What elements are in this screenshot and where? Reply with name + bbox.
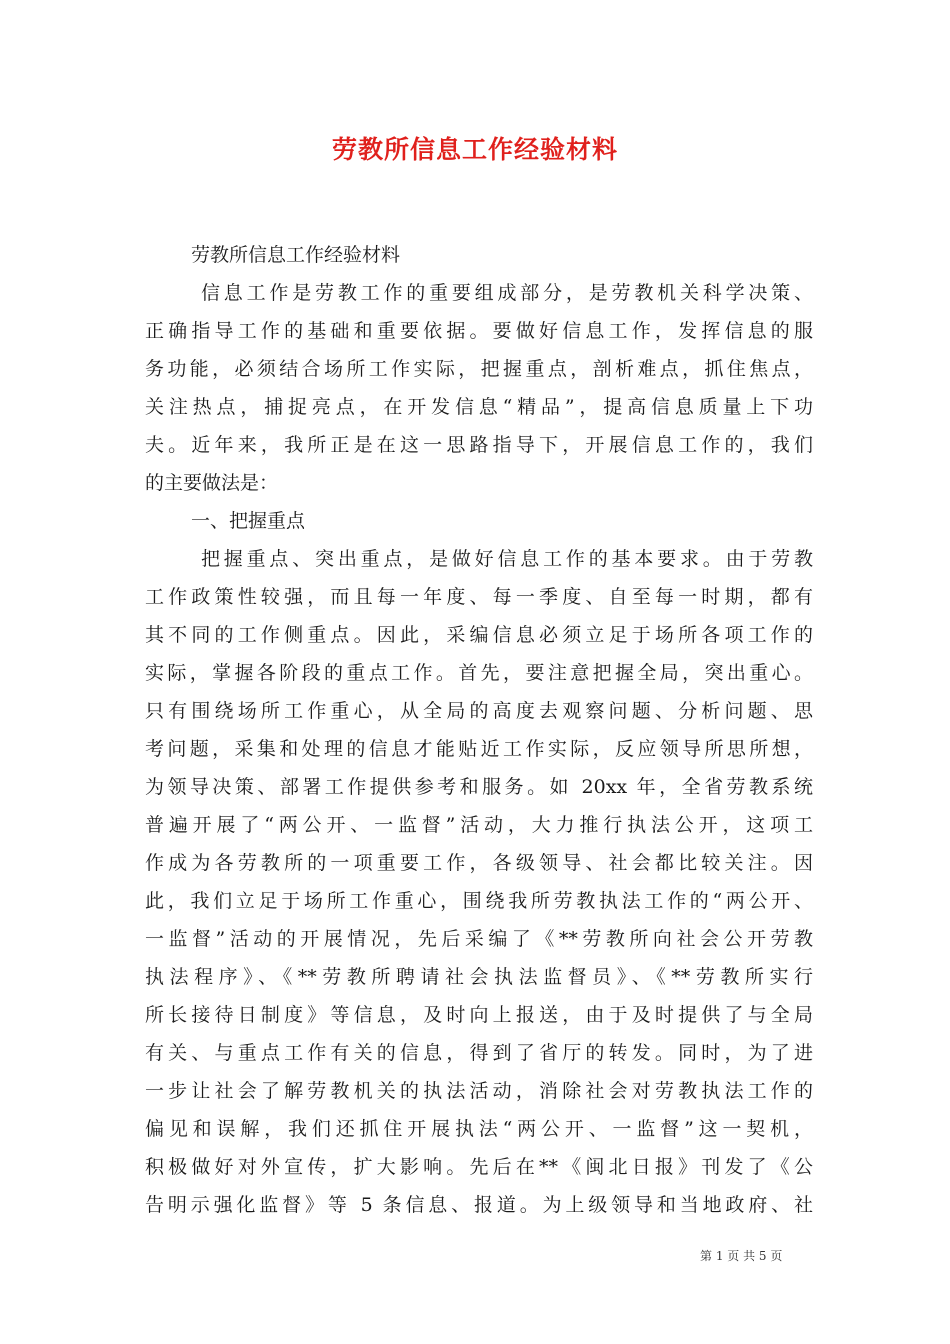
- paragraph-line: 实际，掌握各阶段的重点工作。首先，要注意把握全局，突出重心。: [145, 662, 813, 684]
- paragraph-line: 只有围绕场所工作重心，从全局的高度去观察问题、分析问题、思: [145, 700, 813, 722]
- paragraph-line: 告明示强化监督》等 5 条信息、报道。为上级领导和当地政府、社: [145, 1194, 813, 1216]
- paragraph-line: 正确指导工作的基础和重要依据。要做好信息工作，发挥信息的服: [145, 320, 813, 342]
- paragraph-line: 普遍开展了“两公开、一监督”活动，大力推行执法公开，这项工: [145, 814, 813, 836]
- paragraph-line: 有关、与重点工作有关的信息，得到了省厅的转发。同时，为了进: [145, 1042, 813, 1064]
- document-title: 劳教所信息工作经验材料: [331, 135, 618, 164]
- section-heading-line: 一、把握重点: [191, 510, 306, 532]
- paragraph-line: 其不同的工作侧重点。因此，采编信息必须立足于场所各项工作的: [145, 624, 813, 646]
- paragraph-line: 关注热点，捕捉亮点，在开发信息“精品”，提高信息质量上下功: [145, 396, 813, 418]
- paragraph-line: 作成为各劳教所的一项重要工作，各级领导、社会都比较关注。因: [145, 852, 813, 874]
- paragraph-line: 工作政策性较强，而且每一年度、每一季度、自至每一时期，都有: [145, 586, 813, 608]
- paragraph-line: 一步让社会了解劳教机关的执法活动，消除社会对劳教执法工作的: [145, 1080, 813, 1102]
- paragraph-line: 务功能，必须结合场所工作实际，把握重点，剖析难点，抓住焦点，: [145, 358, 813, 380]
- paragraph-line: 信息工作是劳教工作的重要组成部分，是劳教机关科学决策、: [201, 282, 813, 304]
- paragraph-line: 一监督”活动的开展情况，先后采编了《**劳教所向社会公开劳教: [145, 928, 813, 950]
- document-body: [145, 236, 813, 1224]
- paragraph-line: 的主要做法是：: [145, 472, 279, 494]
- paragraph-line: 考问题，采集和处理的信息才能贴近工作实际，反应领导所思所想，: [145, 738, 813, 760]
- paragraph-line: 积极做好对外宣传，扩大影响。先后在**《闽北日报》刊发了《公: [145, 1156, 813, 1178]
- paragraph-line: 为领导决策、部署工作提供参考和服务。如 20xx 年，全省劳教系统: [145, 776, 813, 798]
- paragraph-line: 所长接待日制度》等信息，及时向上报送，由于及时提供了与全局: [145, 1004, 813, 1026]
- paragraph-line: 此，我们立足于场所工作重心，围绕我所劳教执法工作的“两公开、: [145, 890, 813, 912]
- paragraph-line: 把握重点、突出重点，是做好信息工作的基本要求。由于劳教: [201, 548, 813, 570]
- section-heading-line: 劳教所信息工作经验材料: [191, 244, 401, 266]
- paragraph-line: 夫。近年来，我所正是在这一思路指导下，开展信息工作的，我们: [145, 434, 813, 456]
- paragraph-line: 执法程序》、《**劳教所聘请社会执法监督员》、《**劳教所实行: [145, 966, 813, 988]
- page-number: 第 1 页 共 5 页: [700, 1249, 783, 1263]
- paragraph-line: 偏见和误解，我们还抓住开展执法“两公开、一监督”这一契机，: [145, 1118, 813, 1140]
